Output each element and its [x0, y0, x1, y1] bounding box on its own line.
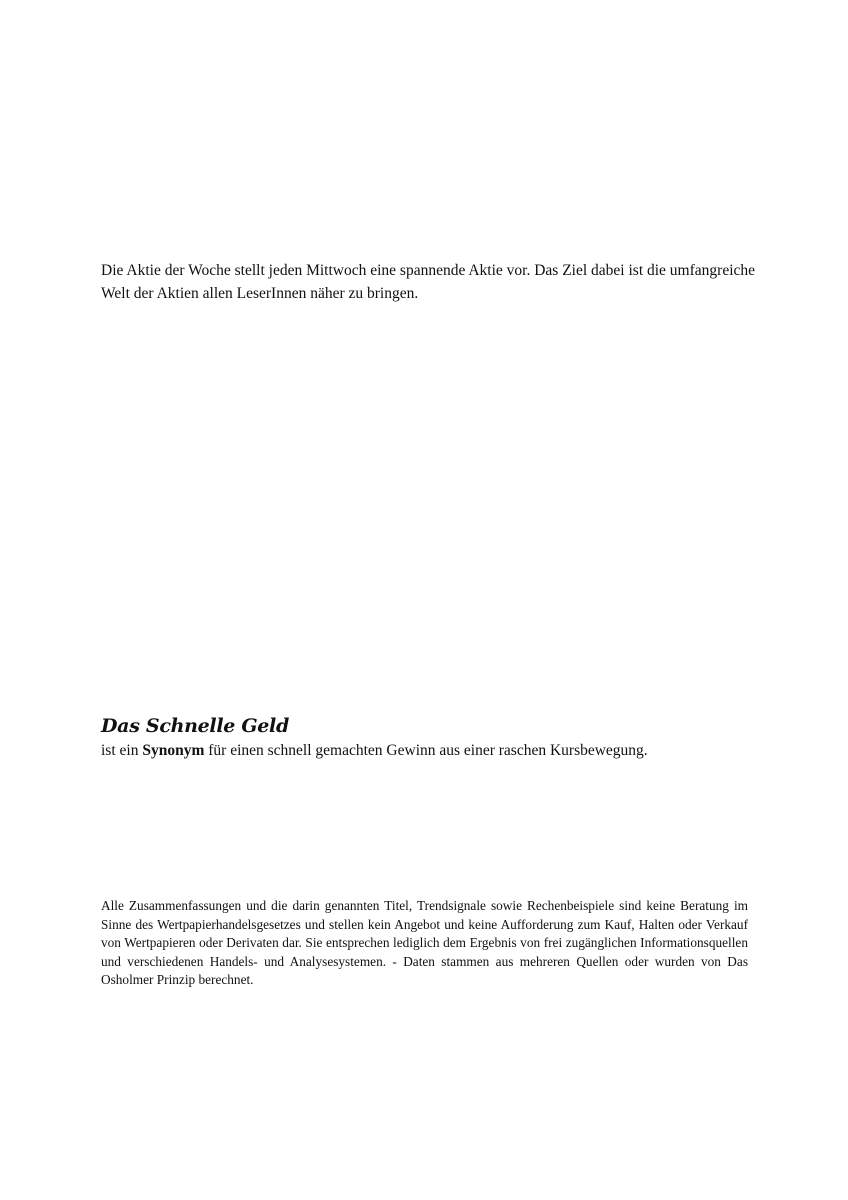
intro-paragraph: Die Aktie der Woche stellt jeden Mittwoch eine spannende Aktie vor. Das Ziel dabei ist die umfangreiche Welt der Aktien allen LeserInnen näher zu bringen.: [101, 262, 756, 302]
disclaimer-paragraph: Alle Zusammenfassungen und die darin genannten Titel, Trendsignale sowie Rechenbeispiele sind keine Beratung im Sinne des Wertpapierhandelsgesetzes und stellen kein Angebot und keine Aufforderung zum Kauf, Halten oder Verkauf von Wertpapieren oder Derivaten dar. Sie entsprechen lediglich dem Ergebnis von frei zugänglichen Informationsquellen und verschiedenen Handels- und Analysesystemen. - Daten stammen aus mehreren Quellen oder wurden von Das Osholmer Prinzip berechnet.: [101, 898, 748, 988]
definition-keyword: Synonym: [142, 742, 205, 759]
definition-suffix: für einen schnell gemachten Gewinn aus einer raschen Kursbewegung.: [204, 742, 648, 759]
section-title: Das Schnelle Geld: [101, 715, 289, 737]
definition-prefix: ist ein: [101, 742, 143, 759]
section-definition: [101, 740, 761, 762]
